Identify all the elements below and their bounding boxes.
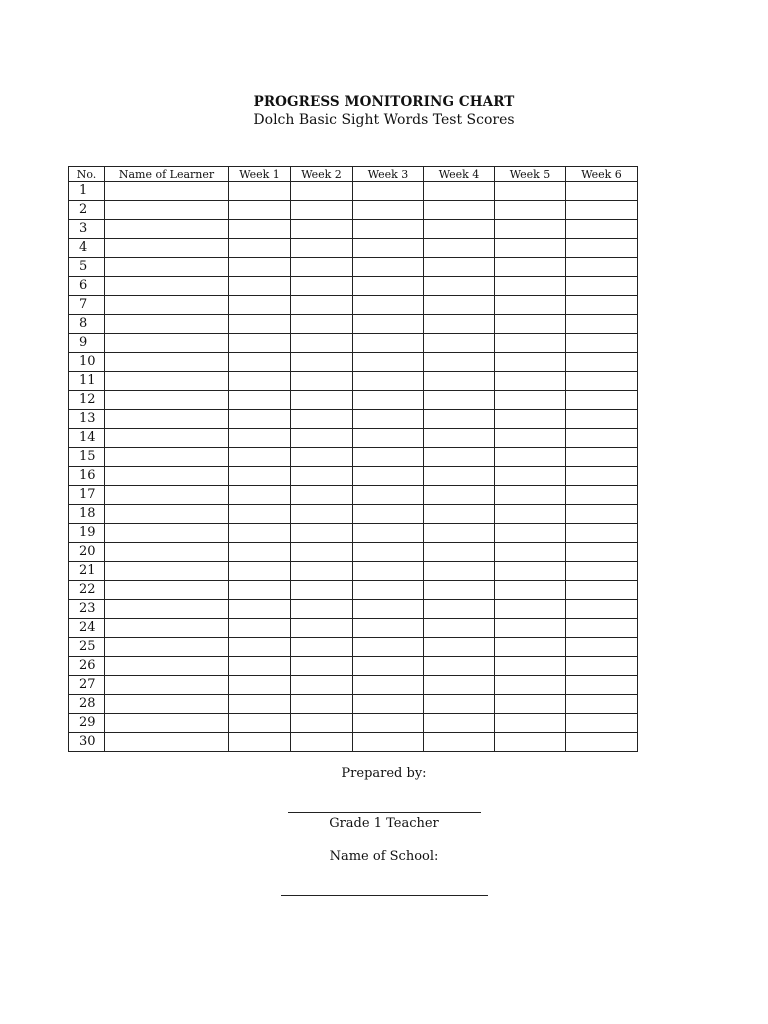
week-3-score-cell bbox=[353, 543, 424, 562]
learner-name-cell bbox=[105, 657, 229, 676]
week-2-score-cell bbox=[291, 315, 353, 334]
learner-name-cell bbox=[105, 581, 229, 600]
row-number: 9 bbox=[69, 334, 105, 353]
table-row bbox=[69, 581, 638, 600]
week-1-score-cell bbox=[229, 315, 291, 334]
week-6-score-cell bbox=[566, 353, 638, 372]
table-row bbox=[69, 372, 638, 391]
week-5-score-cell bbox=[495, 505, 566, 524]
week-5-score-cell bbox=[495, 372, 566, 391]
week-5-score-cell bbox=[495, 619, 566, 638]
row-number: 18 bbox=[69, 505, 105, 524]
week-4-score-cell bbox=[424, 372, 495, 391]
row-number: 11 bbox=[69, 372, 105, 391]
page-subtitle: Dolch Basic Sight Words Test Scores bbox=[253, 112, 515, 128]
week-5-score-cell bbox=[495, 391, 566, 410]
week-1-score-cell bbox=[229, 543, 291, 562]
week-1-score-cell bbox=[229, 353, 291, 372]
week-5-score-cell bbox=[495, 524, 566, 543]
table-row bbox=[69, 182, 638, 201]
table-row bbox=[69, 277, 638, 296]
row-number: 27 bbox=[69, 676, 105, 695]
week-3-score-cell bbox=[353, 448, 424, 467]
row-number: 17 bbox=[69, 486, 105, 505]
row-number: 16 bbox=[69, 467, 105, 486]
row-number: 12 bbox=[69, 391, 105, 410]
row-number: 30 bbox=[69, 733, 105, 752]
week-2-score-cell bbox=[291, 657, 353, 676]
week-2-score-cell bbox=[291, 429, 353, 448]
table-row bbox=[69, 467, 638, 486]
week-6-score-cell bbox=[566, 600, 638, 619]
week-1-score-cell bbox=[229, 657, 291, 676]
week-4-score-cell bbox=[424, 638, 495, 657]
week-6-score-cell bbox=[566, 334, 638, 353]
table-row bbox=[69, 486, 638, 505]
week-1-score-cell bbox=[229, 600, 291, 619]
row-number: 8 bbox=[69, 315, 105, 334]
week-1-score-cell bbox=[229, 448, 291, 467]
learner-name-cell bbox=[105, 239, 229, 258]
learner-name-cell bbox=[105, 505, 229, 524]
learner-name-cell bbox=[105, 676, 229, 695]
week-1-score-cell bbox=[229, 391, 291, 410]
week-1-score-cell bbox=[229, 733, 291, 752]
week-6-score-cell bbox=[566, 429, 638, 448]
week-1-score-cell bbox=[229, 505, 291, 524]
week-1-score-cell bbox=[229, 410, 291, 429]
week-3-score-cell bbox=[353, 239, 424, 258]
week-3-score-cell bbox=[353, 505, 424, 524]
learner-name-cell bbox=[105, 410, 229, 429]
week-3-score-cell bbox=[353, 353, 424, 372]
row-number: 23 bbox=[69, 600, 105, 619]
row-number: 2 bbox=[69, 201, 105, 220]
learner-name-cell bbox=[105, 372, 229, 391]
learner-name-cell bbox=[105, 277, 229, 296]
week-5-score-cell bbox=[495, 410, 566, 429]
week-5-score-cell bbox=[495, 277, 566, 296]
week-3-score-cell bbox=[353, 695, 424, 714]
teacher-signature-line bbox=[288, 812, 481, 813]
week-1-score-cell bbox=[229, 524, 291, 543]
week-3-score-cell bbox=[353, 277, 424, 296]
week-2-score-cell bbox=[291, 581, 353, 600]
column-header-week-1: Week 1 bbox=[229, 167, 291, 182]
week-4-score-cell bbox=[424, 448, 495, 467]
week-3-score-cell bbox=[353, 467, 424, 486]
week-2-score-cell bbox=[291, 524, 353, 543]
learner-name-cell bbox=[105, 695, 229, 714]
progress-table bbox=[68, 166, 638, 752]
row-number: 7 bbox=[69, 296, 105, 315]
week-5-score-cell bbox=[495, 353, 566, 372]
week-1-score-cell bbox=[229, 201, 291, 220]
column-header-name: Name of Learner bbox=[105, 167, 229, 182]
week-6-score-cell bbox=[566, 201, 638, 220]
week-3-score-cell bbox=[353, 391, 424, 410]
week-5-score-cell bbox=[495, 486, 566, 505]
week-1-score-cell bbox=[229, 258, 291, 277]
learner-name-cell bbox=[105, 562, 229, 581]
week-2-score-cell bbox=[291, 296, 353, 315]
week-5-score-cell bbox=[495, 733, 566, 752]
week-3-score-cell bbox=[353, 714, 424, 733]
column-header-week-6: Week 6 bbox=[566, 167, 638, 182]
week-6-score-cell bbox=[566, 695, 638, 714]
week-4-score-cell bbox=[424, 410, 495, 429]
week-6-score-cell bbox=[566, 543, 638, 562]
table-row bbox=[69, 638, 638, 657]
table-row bbox=[69, 524, 638, 543]
week-3-score-cell bbox=[353, 676, 424, 695]
table-row bbox=[69, 315, 638, 334]
week-4-score-cell bbox=[424, 258, 495, 277]
week-4-score-cell bbox=[424, 714, 495, 733]
table-row bbox=[69, 201, 638, 220]
learner-name-cell bbox=[105, 220, 229, 239]
week-2-score-cell bbox=[291, 220, 353, 239]
week-4-score-cell bbox=[424, 581, 495, 600]
table-body bbox=[69, 182, 638, 752]
week-2-score-cell bbox=[291, 410, 353, 429]
row-number: 24 bbox=[69, 619, 105, 638]
week-2-score-cell bbox=[291, 714, 353, 733]
week-3-score-cell bbox=[353, 201, 424, 220]
week-3-score-cell bbox=[353, 429, 424, 448]
week-4-score-cell bbox=[424, 315, 495, 334]
week-3-score-cell bbox=[353, 562, 424, 581]
week-4-score-cell bbox=[424, 600, 495, 619]
week-2-score-cell bbox=[291, 353, 353, 372]
week-4-score-cell bbox=[424, 239, 495, 258]
learner-name-cell bbox=[105, 467, 229, 486]
week-2-score-cell bbox=[291, 201, 353, 220]
week-2-score-cell bbox=[291, 619, 353, 638]
week-2-score-cell bbox=[291, 448, 353, 467]
column-header-week-2: Week 2 bbox=[291, 167, 353, 182]
row-number: 3 bbox=[69, 220, 105, 239]
week-5-score-cell bbox=[495, 258, 566, 277]
table-row bbox=[69, 258, 638, 277]
row-number: 25 bbox=[69, 638, 105, 657]
table-row bbox=[69, 505, 638, 524]
week-2-score-cell bbox=[291, 486, 353, 505]
week-5-score-cell bbox=[495, 467, 566, 486]
learner-name-cell bbox=[105, 714, 229, 733]
week-2-score-cell bbox=[291, 467, 353, 486]
row-number: 14 bbox=[69, 429, 105, 448]
learner-name-cell bbox=[105, 448, 229, 467]
week-2-score-cell bbox=[291, 258, 353, 277]
table-row bbox=[69, 562, 638, 581]
week-1-score-cell bbox=[229, 562, 291, 581]
week-2-score-cell bbox=[291, 600, 353, 619]
week-1-score-cell bbox=[229, 296, 291, 315]
week-5-score-cell bbox=[495, 714, 566, 733]
column-header-no: No. bbox=[69, 167, 105, 182]
week-1-score-cell bbox=[229, 714, 291, 733]
table-row bbox=[69, 220, 638, 239]
week-5-score-cell bbox=[495, 676, 566, 695]
row-number: 4 bbox=[69, 239, 105, 258]
week-4-score-cell bbox=[424, 277, 495, 296]
learner-name-cell bbox=[105, 334, 229, 353]
row-number: 13 bbox=[69, 410, 105, 429]
week-5-score-cell bbox=[495, 182, 566, 201]
teacher-label: Grade 1 Teacher bbox=[329, 816, 439, 831]
week-4-score-cell bbox=[424, 182, 495, 201]
table-header-row bbox=[69, 167, 638, 182]
week-2-score-cell bbox=[291, 391, 353, 410]
week-5-score-cell bbox=[495, 429, 566, 448]
table-row bbox=[69, 410, 638, 429]
week-2-score-cell bbox=[291, 543, 353, 562]
week-5-score-cell bbox=[495, 448, 566, 467]
week-3-score-cell bbox=[353, 524, 424, 543]
week-6-score-cell bbox=[566, 296, 638, 315]
row-number: 15 bbox=[69, 448, 105, 467]
table-row bbox=[69, 391, 638, 410]
week-5-score-cell bbox=[495, 201, 566, 220]
week-3-score-cell bbox=[353, 619, 424, 638]
week-1-score-cell bbox=[229, 486, 291, 505]
week-4-score-cell bbox=[424, 220, 495, 239]
week-4-score-cell bbox=[424, 676, 495, 695]
week-6-score-cell bbox=[566, 239, 638, 258]
week-3-score-cell bbox=[353, 315, 424, 334]
week-4-score-cell bbox=[424, 201, 495, 220]
table-row bbox=[69, 296, 638, 315]
week-4-score-cell bbox=[424, 695, 495, 714]
column-header-week-5: Week 5 bbox=[495, 167, 566, 182]
week-3-score-cell bbox=[353, 657, 424, 676]
week-6-score-cell bbox=[566, 410, 638, 429]
week-3-score-cell bbox=[353, 638, 424, 657]
week-1-score-cell bbox=[229, 220, 291, 239]
week-6-score-cell bbox=[566, 733, 638, 752]
week-4-score-cell bbox=[424, 543, 495, 562]
week-2-score-cell bbox=[291, 372, 353, 391]
week-5-score-cell bbox=[495, 695, 566, 714]
learner-name-cell bbox=[105, 524, 229, 543]
week-1-score-cell bbox=[229, 239, 291, 258]
table-row bbox=[69, 676, 638, 695]
week-6-score-cell bbox=[566, 619, 638, 638]
table-row bbox=[69, 543, 638, 562]
week-3-score-cell bbox=[353, 600, 424, 619]
week-4-score-cell bbox=[424, 524, 495, 543]
learner-name-cell bbox=[105, 201, 229, 220]
week-2-score-cell bbox=[291, 562, 353, 581]
week-5-score-cell bbox=[495, 600, 566, 619]
week-1-score-cell bbox=[229, 619, 291, 638]
week-3-score-cell bbox=[353, 296, 424, 315]
week-2-score-cell bbox=[291, 638, 353, 657]
week-4-score-cell bbox=[424, 505, 495, 524]
week-6-score-cell bbox=[566, 657, 638, 676]
row-number: 26 bbox=[69, 657, 105, 676]
table-row bbox=[69, 334, 638, 353]
week-4-score-cell bbox=[424, 562, 495, 581]
prepared-by-label: Prepared by: bbox=[341, 766, 427, 781]
row-number: 1 bbox=[69, 182, 105, 201]
learner-name-cell bbox=[105, 315, 229, 334]
table-row bbox=[69, 448, 638, 467]
page-title: PROGRESS MONITORING CHART bbox=[253, 94, 515, 110]
table-row bbox=[69, 239, 638, 258]
week-1-score-cell bbox=[229, 182, 291, 201]
table-row bbox=[69, 714, 638, 733]
row-number: 6 bbox=[69, 277, 105, 296]
week-1-score-cell bbox=[229, 467, 291, 486]
week-5-score-cell bbox=[495, 581, 566, 600]
week-6-score-cell bbox=[566, 562, 638, 581]
week-6-score-cell bbox=[566, 448, 638, 467]
week-4-score-cell bbox=[424, 619, 495, 638]
column-header-week-3: Week 3 bbox=[353, 167, 424, 182]
week-6-score-cell bbox=[566, 277, 638, 296]
week-6-score-cell bbox=[566, 714, 638, 733]
week-5-score-cell bbox=[495, 296, 566, 315]
week-6-score-cell bbox=[566, 581, 638, 600]
learner-name-cell bbox=[105, 296, 229, 315]
week-2-score-cell bbox=[291, 277, 353, 296]
week-4-score-cell bbox=[424, 486, 495, 505]
table-row bbox=[69, 657, 638, 676]
table-row bbox=[69, 600, 638, 619]
week-2-score-cell bbox=[291, 239, 353, 258]
week-3-score-cell bbox=[353, 410, 424, 429]
week-2-score-cell bbox=[291, 505, 353, 524]
week-6-score-cell bbox=[566, 505, 638, 524]
week-6-score-cell bbox=[566, 220, 638, 239]
week-3-score-cell bbox=[353, 258, 424, 277]
learner-name-cell bbox=[105, 486, 229, 505]
week-5-score-cell bbox=[495, 638, 566, 657]
week-4-score-cell bbox=[424, 296, 495, 315]
week-5-score-cell bbox=[495, 334, 566, 353]
week-4-score-cell bbox=[424, 334, 495, 353]
learner-name-cell bbox=[105, 543, 229, 562]
row-number: 19 bbox=[69, 524, 105, 543]
week-4-score-cell bbox=[424, 391, 495, 410]
column-header-week-4: Week 4 bbox=[424, 167, 495, 182]
learner-name-cell bbox=[105, 619, 229, 638]
table-row bbox=[69, 695, 638, 714]
school-name-line bbox=[281, 895, 488, 896]
learner-name-cell bbox=[105, 638, 229, 657]
week-2-score-cell bbox=[291, 334, 353, 353]
table-row bbox=[69, 733, 638, 752]
week-6-score-cell bbox=[566, 524, 638, 543]
learner-name-cell bbox=[105, 733, 229, 752]
week-1-score-cell bbox=[229, 695, 291, 714]
row-number: 5 bbox=[69, 258, 105, 277]
week-4-score-cell bbox=[424, 467, 495, 486]
week-2-score-cell bbox=[291, 676, 353, 695]
week-6-score-cell bbox=[566, 258, 638, 277]
week-2-score-cell bbox=[291, 182, 353, 201]
row-number: 20 bbox=[69, 543, 105, 562]
week-1-score-cell bbox=[229, 676, 291, 695]
week-3-score-cell bbox=[353, 372, 424, 391]
table-row bbox=[69, 353, 638, 372]
week-6-score-cell bbox=[566, 467, 638, 486]
week-6-score-cell bbox=[566, 391, 638, 410]
week-5-score-cell bbox=[495, 315, 566, 334]
week-6-score-cell bbox=[566, 372, 638, 391]
week-5-score-cell bbox=[495, 543, 566, 562]
week-4-score-cell bbox=[424, 733, 495, 752]
week-3-score-cell bbox=[353, 733, 424, 752]
learner-name-cell bbox=[105, 182, 229, 201]
week-4-score-cell bbox=[424, 429, 495, 448]
learner-name-cell bbox=[105, 391, 229, 410]
week-6-score-cell bbox=[566, 486, 638, 505]
week-2-score-cell bbox=[291, 695, 353, 714]
week-4-score-cell bbox=[424, 657, 495, 676]
week-5-score-cell bbox=[495, 239, 566, 258]
learner-name-cell bbox=[105, 353, 229, 372]
week-1-score-cell bbox=[229, 638, 291, 657]
row-number: 28 bbox=[69, 695, 105, 714]
table-row bbox=[69, 429, 638, 448]
week-6-score-cell bbox=[566, 676, 638, 695]
week-1-score-cell bbox=[229, 334, 291, 353]
row-number: 29 bbox=[69, 714, 105, 733]
week-1-score-cell bbox=[229, 581, 291, 600]
learner-name-cell bbox=[105, 258, 229, 277]
table-row bbox=[69, 619, 638, 638]
row-number: 10 bbox=[69, 353, 105, 372]
week-6-score-cell bbox=[566, 638, 638, 657]
week-2-score-cell bbox=[291, 733, 353, 752]
row-number: 22 bbox=[69, 581, 105, 600]
week-1-score-cell bbox=[229, 429, 291, 448]
week-3-score-cell bbox=[353, 220, 424, 239]
row-number: 21 bbox=[69, 562, 105, 581]
week-5-score-cell bbox=[495, 220, 566, 239]
week-3-score-cell bbox=[353, 182, 424, 201]
week-6-score-cell bbox=[566, 315, 638, 334]
week-1-score-cell bbox=[229, 277, 291, 296]
week-3-score-cell bbox=[353, 581, 424, 600]
week-3-score-cell bbox=[353, 334, 424, 353]
week-4-score-cell bbox=[424, 353, 495, 372]
learner-name-cell bbox=[105, 600, 229, 619]
week-1-score-cell bbox=[229, 372, 291, 391]
week-6-score-cell bbox=[566, 182, 638, 201]
school-label: Name of School: bbox=[329, 849, 439, 864]
week-3-score-cell bbox=[353, 486, 424, 505]
week-5-score-cell bbox=[495, 562, 566, 581]
week-5-score-cell bbox=[495, 657, 566, 676]
learner-name-cell bbox=[105, 429, 229, 448]
